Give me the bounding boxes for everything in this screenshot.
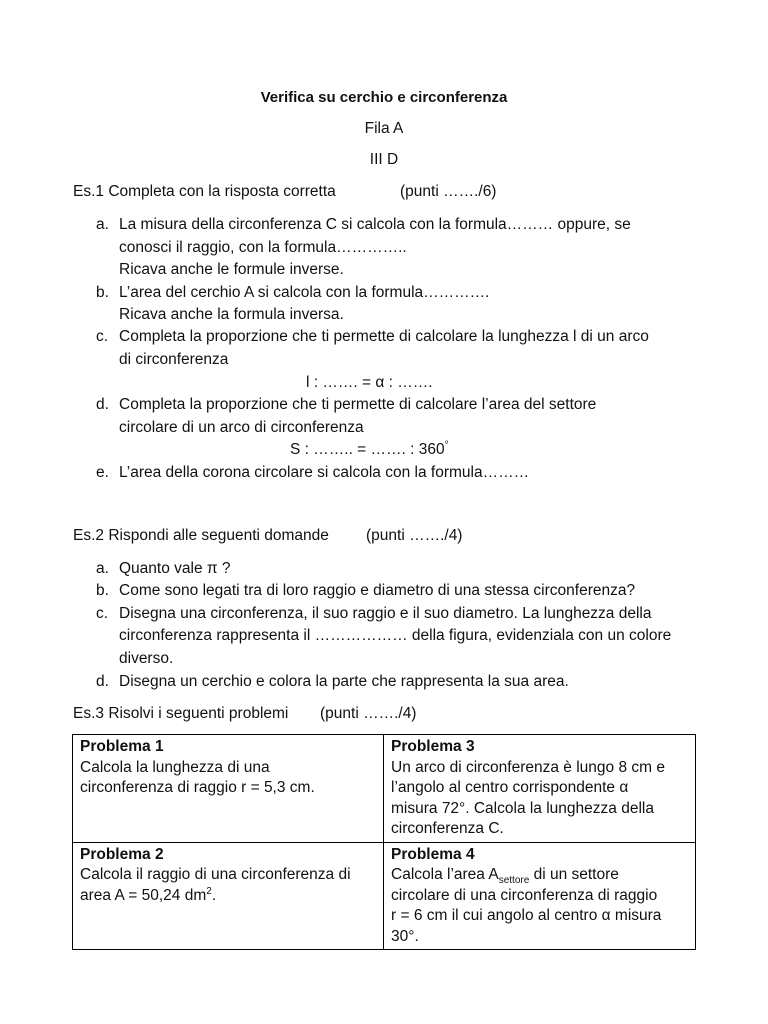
problem-3-line3: misura 72°. Calcola la lunghezza della bbox=[391, 799, 654, 817]
es2-points: (punti ……./4) bbox=[366, 527, 463, 544]
es2-item-a-label: a. bbox=[96, 560, 109, 577]
es2-item-b-line1: Come sono legati tra di loro raggio e diametro di una stessa circonferenza? bbox=[119, 582, 636, 599]
es2-item-c-label: c. bbox=[96, 605, 109, 622]
es3-heading: Es.3 Risolvi i seguenti problemi bbox=[73, 705, 289, 722]
table-row bbox=[73, 842, 696, 950]
es2-item-d-label: d. bbox=[96, 673, 109, 690]
es1-item-c-line2: di circonferenza bbox=[119, 351, 229, 368]
problem-3-title: Problema 3 bbox=[391, 738, 475, 755]
es1-item-d-label: d. bbox=[96, 396, 109, 413]
class-label: III D bbox=[369, 151, 399, 168]
problem-4-line1 bbox=[391, 865, 688, 886]
problem-4-line3: r = 6 cm il cui angolo al centro α misura bbox=[391, 907, 662, 924]
problem-1-cell bbox=[73, 735, 384, 843]
problem-2-title: Problema 2 bbox=[80, 845, 164, 863]
es1-points: (punti ……./6) bbox=[400, 183, 497, 200]
es1-item-b-label: b. bbox=[96, 284, 109, 301]
es2-item-c-line3: diverso. bbox=[119, 650, 174, 667]
fila-label: Fila A bbox=[364, 120, 404, 137]
problem-4-line4: 30°. bbox=[391, 927, 419, 945]
es2-item-d-line1: Disegna un cerchio e colora la parte che rappresenta la sua area. bbox=[119, 673, 569, 690]
problem-3-line1: Un arco di circonferenza è lungo 8 cm e bbox=[391, 758, 665, 776]
proportion-sector-text: S : …….. = ……. : 360 bbox=[290, 441, 445, 458]
es1-item-d-line2: circolare di un arco di circonferenza bbox=[119, 419, 364, 436]
es1-item-a-line1: La misura della circonferenza C si calcola con la formula……… oppure, se bbox=[119, 216, 631, 233]
problems-table bbox=[72, 734, 696, 950]
es1-item-b-line1: L’area del cerchio A si calcola con la formula…………. bbox=[119, 284, 490, 301]
problem-2-period: . bbox=[211, 886, 217, 904]
problem-1-title: Problema 1 bbox=[80, 738, 164, 755]
es2-item-a-line1: Quanto vale π ? bbox=[119, 560, 231, 577]
es1-item-e-label: e. bbox=[96, 464, 109, 481]
proportion-arc: l : ……. = α : ……. bbox=[306, 374, 433, 391]
problem-3-line4: circonferenza C. bbox=[391, 820, 504, 837]
problem-4-line2: circolare di una circonferenza di raggio bbox=[391, 886, 658, 904]
es1-heading: Es.1 Completa con la risposta corretta bbox=[73, 183, 336, 200]
es2-item-c-line2: circonferenza rappresenta il ……………… della figura, evidenziala con un colore bbox=[119, 627, 672, 644]
problem-2-cell bbox=[73, 842, 384, 950]
es1-item-a-line3: Ricava anche le formule inverse. bbox=[119, 261, 344, 278]
proportion-sector bbox=[290, 440, 449, 460]
problem-4-title: Problema 4 bbox=[391, 845, 475, 863]
es2-heading: Es.2 Rispondi alle seguenti domande bbox=[73, 527, 329, 544]
es1-item-b-line2: Ricava anche la formula inversa. bbox=[119, 306, 344, 323]
es1-item-c-line1: Completa la proporzione che ti permette di calcolare la lunghezza l di un arco bbox=[119, 328, 649, 345]
problem-3-line2: l’angolo al centro corrispondente α bbox=[391, 779, 629, 796]
es3-points: (punti ……./4) bbox=[320, 705, 417, 722]
problem-4-line1-pre: Calcola l’area A bbox=[391, 866, 499, 883]
problem-3-cell bbox=[384, 735, 696, 843]
degree-sup: ° bbox=[444, 439, 449, 451]
problem-1-line1: Calcola la lunghezza di una bbox=[80, 758, 270, 776]
table-row bbox=[73, 735, 696, 843]
problem-2-line2 bbox=[80, 886, 376, 907]
es1-item-c-label: c. bbox=[96, 328, 109, 345]
square-sup: 2 bbox=[206, 885, 212, 897]
es2-item-c-line1: Disegna una circonferenza, il suo raggio e il suo diametro. La lunghezza della bbox=[119, 605, 652, 622]
problem-1-line2: circonferenza di raggio r = 5,3 cm. bbox=[80, 779, 315, 796]
es1-item-a-line2: conosci il raggio, con la formula………….. bbox=[119, 239, 407, 256]
problem-2-line1: Calcola il raggio di una circonferenza di bbox=[80, 866, 351, 883]
es1-item-a-label: a. bbox=[96, 216, 109, 233]
es1-item-d-line1: Completa la proporzione che ti permette di calcolare l’area del settore bbox=[119, 396, 597, 413]
es1-item-e-line1: L’area della corona circolare si calcola con la formula……… bbox=[119, 464, 530, 481]
problem-4-line1-post: di un settore bbox=[529, 866, 619, 883]
problem-2-area-text: area A = 50,24 dm bbox=[80, 886, 207, 904]
problem-4-cell bbox=[384, 842, 696, 950]
page-title: Verifica su cerchio e circonferenza bbox=[260, 89, 508, 106]
settore-sub: settore bbox=[498, 875, 530, 887]
es2-item-b-label: b. bbox=[96, 582, 109, 599]
